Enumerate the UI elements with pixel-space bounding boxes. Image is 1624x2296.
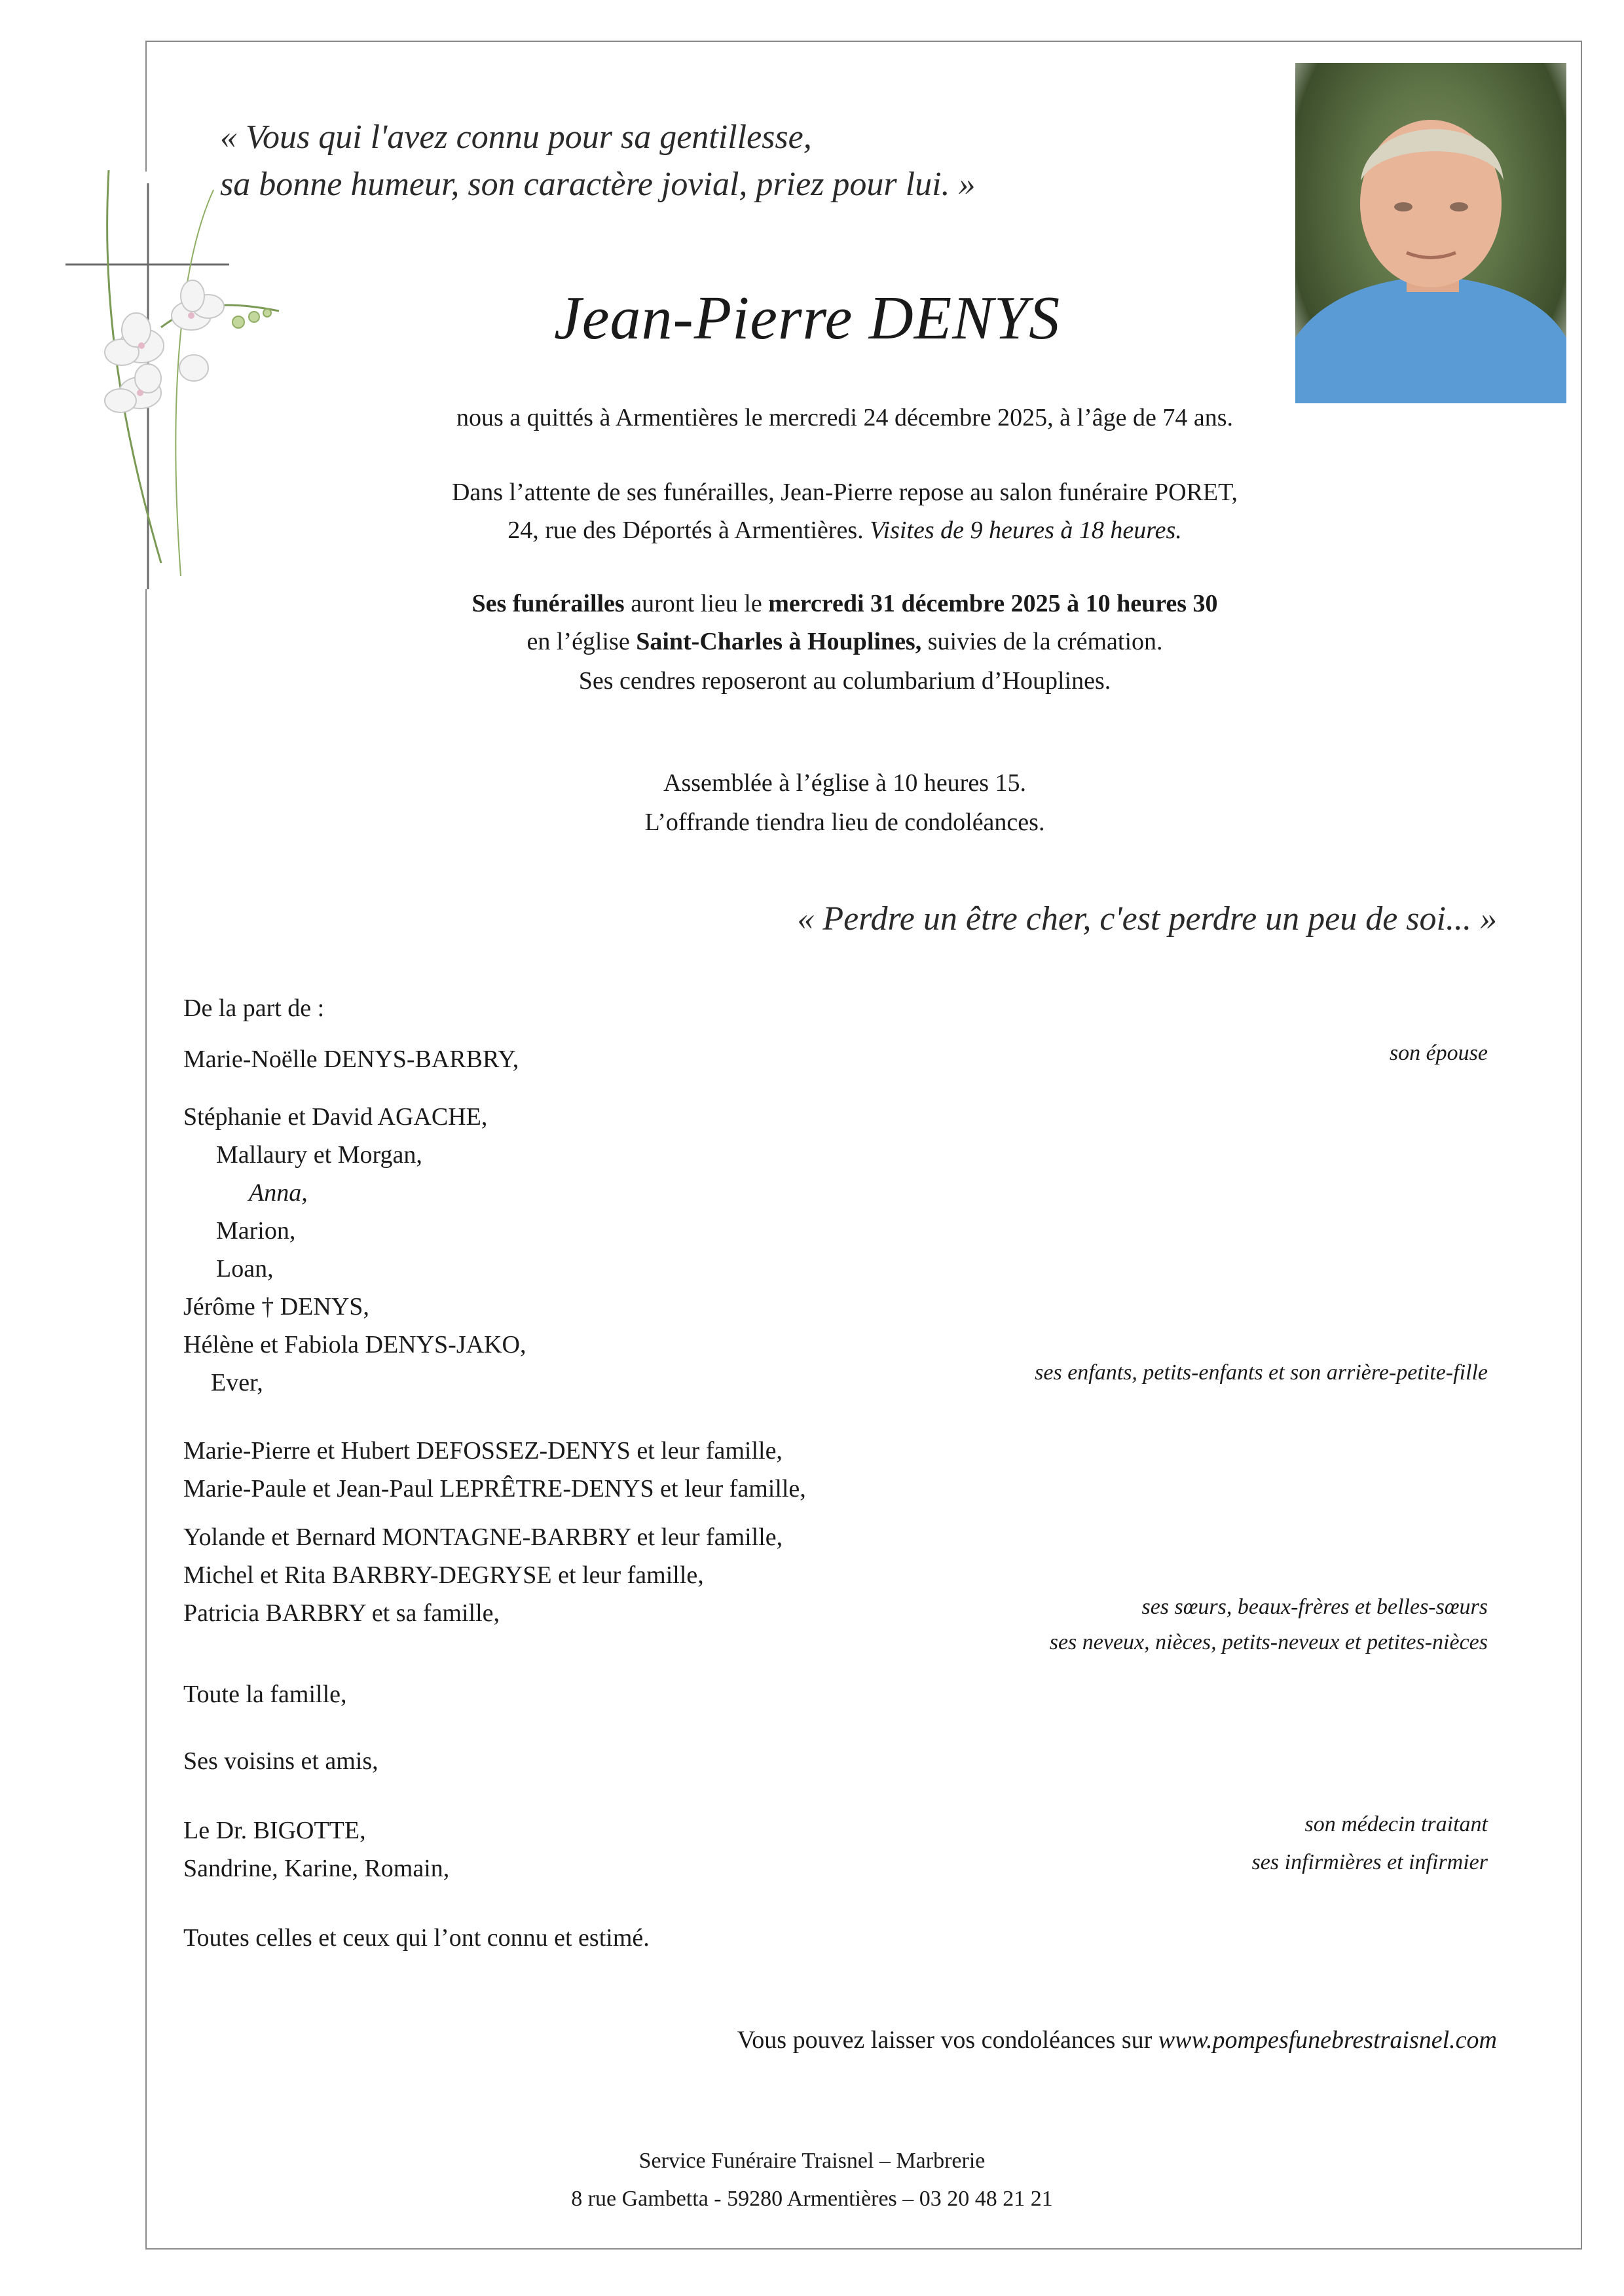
- family-member: Marie-Paule et Jean-Paul LEPRÊTRE-DENYS et leur famille,: [183, 1475, 806, 1503]
- middle-quote: « Perdre un être cher, c'est perdre un peu de soi... »: [797, 900, 1497, 938]
- nurses: Sandrine, Karine, Romain,: [183, 1855, 450, 1882]
- family-member: Anna,: [249, 1179, 308, 1207]
- top-quote-line1: « Vous qui l'avez connu pour sa gentillesse,: [220, 118, 812, 156]
- footer-company: Service Funéraire Traisnel – Marbrerie: [638, 2149, 986, 2173]
- spouse-role: son épouse: [1389, 1041, 1488, 1065]
- ashes-line: Ses cendres reposeront au columbarium d’Houplines.: [578, 667, 1111, 695]
- family-member: Loan,: [216, 1255, 274, 1283]
- assembly-line1: Assemblée à l’église à 10 heures 15.: [663, 769, 1026, 797]
- closing-line: Toutes celles et ceux qui l’ont connu et estimé.: [183, 1924, 650, 1952]
- wake-address: 24, rue des Déportés à Armentières.: [507, 517, 864, 544]
- visiting-hours: Visites de 9 heures à 18 heures.: [870, 517, 1182, 544]
- family-member: Marie-Pierre et Hubert DEFOSSEZ-DENYS et leur famille,: [183, 1437, 783, 1465]
- church-post: suivies de la crémation.: [921, 628, 1163, 655]
- orchid-flower-icon: [105, 280, 224, 412]
- page-border-left-top: [145, 41, 147, 172]
- family-member: Hélène et Fabiola DENYS-JAKO,: [183, 1331, 526, 1358]
- funeral-line2: [0, 622, 1624, 661]
- funeral-heading: Ses funérailles: [471, 590, 625, 617]
- condolences-text: Vous pouvez laisser vos condoléances sur: [737, 2026, 1158, 2054]
- wake-line2: [0, 511, 1624, 550]
- wake-line1: Dans l’attente de ses funérailles, Jean-Pierre repose au salon funéraire PORET,: [451, 479, 1238, 506]
- footer-address: 8 rue Gambetta - 59280 Armentières – 03 20 48 21 21: [571, 2187, 1053, 2211]
- death-announcement: nous a quittés à Armentières le mercredi 24 décembre 2025, à l’âge de 74 ans.: [456, 404, 1233, 431]
- condolences-link[interactable]: www.pompesfunebrestraisnel.com: [1158, 2026, 1497, 2054]
- family-member: Marion,: [216, 1217, 296, 1245]
- spouse: Marie-Noëlle DENYS-BARBRY,: [183, 1046, 519, 1073]
- family-member: Jérôme † DENYS,: [183, 1293, 369, 1321]
- family-intro: De la part de :: [183, 994, 325, 1022]
- funeral-line1: [0, 584, 1624, 623]
- family-member: Stéphanie et David AGACHE,: [183, 1103, 488, 1131]
- nephews-role: ses neveux, nièces, petits-neveux et petites-nièces: [1049, 1630, 1488, 1654]
- family-member: Ever,: [211, 1369, 263, 1396]
- funeral-mid: auront lieu le: [624, 590, 769, 617]
- portrait-photo: [1295, 63, 1566, 403]
- neighbors: Ses voisins et amis,: [183, 1747, 378, 1775]
- family-member: Patricia BARBRY et sa famille,: [183, 1599, 500, 1627]
- siblings-role: ses sœurs, beaux-frères et belles-sœurs: [1141, 1595, 1488, 1619]
- church-name: Saint-Charles à Houplines,: [636, 628, 922, 655]
- doctor: Le Dr. BIGOTTE,: [183, 1817, 366, 1844]
- assembly-line2: L’offrande tiendra lieu de condoléances.: [644, 809, 1045, 836]
- top-quote-line2: sa bonne humeur, son caractère jovial, priez pour lui. »: [220, 166, 976, 203]
- family-member: Mallaury et Morgan,: [216, 1141, 422, 1169]
- funeral-date: mercredi 31 décembre 2025 à 10 heures 30: [768, 590, 1218, 617]
- family-member: Michel et Rita BARBRY-DEGRYSE et leur famille,: [183, 1561, 704, 1589]
- church-pre: en l’église: [526, 628, 637, 655]
- family-member: Yolande et Bernard MONTAGNE-BARBRY et leur famille,: [183, 1523, 783, 1551]
- deceased-name: Jean-Pierre DENYS: [554, 284, 1061, 352]
- doctor-role: son médecin traitant: [1304, 1812, 1488, 1836]
- children-role: ses enfants, petits-enfants et son arrière-petite-fille: [1035, 1360, 1488, 1385]
- nurses-role: ses infirmières et infirmier: [1251, 1850, 1488, 1874]
- condolences-line: [737, 2020, 1497, 2060]
- all-family: Toute la famille,: [183, 1681, 347, 1708]
